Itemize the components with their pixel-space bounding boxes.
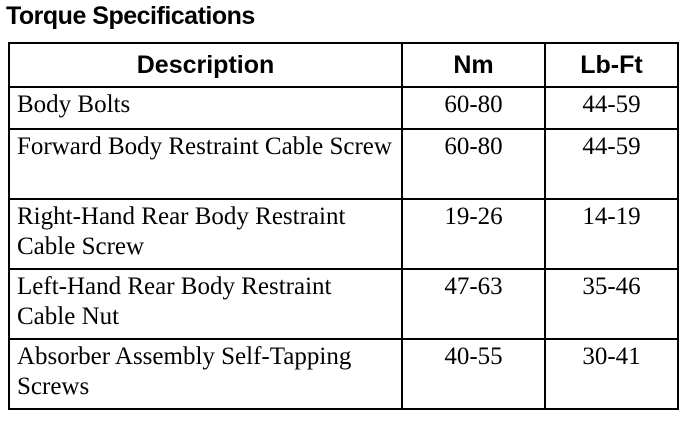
column-header-nm: Nm xyxy=(402,43,545,87)
lbft-cell: 44-59 xyxy=(545,87,678,129)
column-header-lbft: Lb-Ft xyxy=(545,43,678,87)
table-row xyxy=(9,129,678,199)
description-cell: Right-Hand Rear Body Restraint Cable Screw xyxy=(9,199,402,269)
description-cell: Forward Body Restraint Cable Screw xyxy=(9,129,402,199)
nm-cell: 47-63 xyxy=(402,269,545,339)
page-title: Torque Specifications xyxy=(6,2,255,30)
torque-spec-table xyxy=(8,42,679,410)
table-header-row xyxy=(9,43,678,87)
column-header-description: Description xyxy=(9,43,402,87)
lbft-cell: 30-41 xyxy=(545,339,678,409)
lbft-cell: 44-59 xyxy=(545,129,678,199)
description-cell: Body Bolts xyxy=(9,87,402,129)
table-row xyxy=(9,199,678,269)
table-row xyxy=(9,269,678,339)
lbft-cell: 14-19 xyxy=(545,199,678,269)
nm-cell: 60-80 xyxy=(402,129,545,199)
description-cell: Absorber Assembly Self-Tapping Screws xyxy=(9,339,402,409)
nm-cell: 40-55 xyxy=(402,339,545,409)
table-row xyxy=(9,339,678,409)
description-cell: Left-Hand Rear Body Restraint Cable Nut xyxy=(9,269,402,339)
nm-cell: 19-26 xyxy=(402,199,545,269)
nm-cell: 60-80 xyxy=(402,87,545,129)
table-row xyxy=(9,87,678,129)
lbft-cell: 35-46 xyxy=(545,269,678,339)
